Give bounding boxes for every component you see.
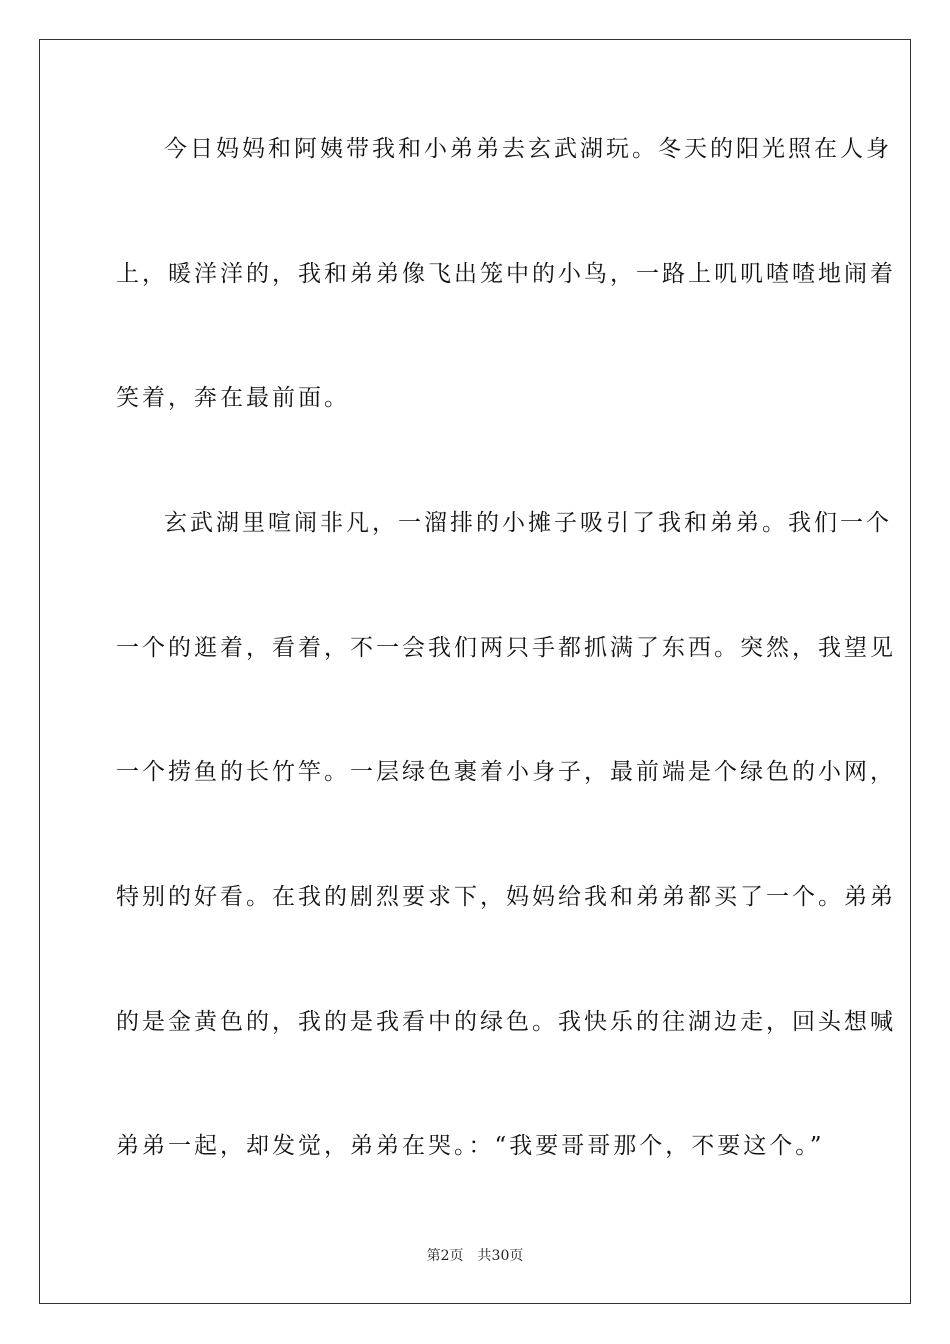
paragraph-2-line-2: 一个的逛着，看着，不一会我们两只手都抓满了东西。突然，我望见 [116,635,896,661]
paragraph-1-line-2: 上，暖洋洋的，我和弟弟像飞出笼中的小鸟，一路上叽叽喳喳地闹着 [116,261,896,287]
paragraph-2-line-3: 一个捞鱼的长竹竿。一层绿色裹着小身子，最前端是个绿色的小网， [116,759,896,785]
paragraph-2-line-6: 弟弟一起，却发觉，弟弟在哭。：“我要哥哥那个，不要这个。” [116,1133,825,1159]
paragraph-1-line-1: 今日妈妈和阿姨带我和小弟弟去玄武湖玩。冬天的阳光照在人身 [164,136,892,162]
paragraph-2-line-5: 的是金黄色的，我的是我看中的绿色。我快乐的往湖边走，回头想喊 [116,1009,896,1035]
paragraph-1-line-3: 笑着，奔在最前面。 [116,385,350,411]
page-border [39,39,911,1304]
page-number-footer: 第2页 共30页 [426,1248,524,1264]
paragraph-2-line-4: 特别的好看。在我的剧烈要求下，妈妈给我和弟弟都买了一个。弟弟 [116,884,896,910]
paragraph-2-line-1: 玄武湖里喧闹非凡，一溜排的小摊子吸引了我和弟弟。我们一个 [164,510,892,536]
